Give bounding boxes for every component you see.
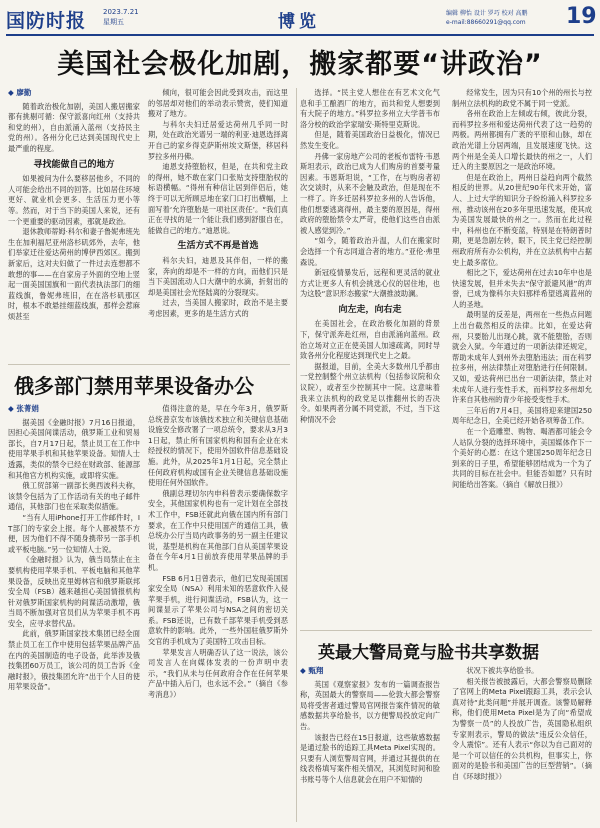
paragraph: 过去，当美国人搬家时，政治不是主要考虑因素，更多的是生活方式的: [148, 298, 288, 318]
paragraph: “如今，随着政治升温，人们在搬家时会选择一个有志同道合者的地方。”亚伦·弗里森说。: [300, 236, 440, 267]
paragraph: 但是在政治上，两州日益趋向两个截然相反的世界。从20世纪90年代末开始，富人、上过大学的知识分子纷纷涌入科罗拉多州，推动该州在20多年里迅速发展，使其成为美国发展最快的州之一。然而在此过程中，科州也在不断变蓝，特别是在特朗普时期，更是急剧左转，眼下，民主党已经控制州政府所有办公机构，并在立法机构中占据史上最多席位。: [452, 172, 592, 267]
article3-column-1: [300, 666, 440, 822]
paragraph: “当有人用iPhone打开工作邮件时，IT部门的专家会上报。每个人都被禁不方便，因为他们不得不随身携带另一部手机或平板电脑。”另一位知情人士说。: [8, 512, 140, 554]
article1-column-1: [8, 88, 140, 360]
article3-byline: ◆ 甄翔: [300, 666, 440, 677]
paragraph: 但是，随着美国政治日益极化，情况已然发生变化。: [300, 130, 440, 150]
section-title: 博览: [278, 12, 320, 32]
article1-byline: ◆ 廖勤: [8, 88, 140, 99]
paragraph: 俄副总理切尔内申科曾表示要确保数字安全，其他国家机构也有一定计划在全部技术工作中，FSB还就此向俄在国内所有部门要求，在工作中只使用国产的通信工具，俄总统办公厅当局内政事务的另一副主任建议说，基型是机构在其他部门自从美国苹果设备在今年4月1日前放弃使用苹果品牌的手机。: [148, 488, 288, 572]
article3-column-2: [452, 666, 592, 822]
paragraph: 俄工贸部第一副部长奥西波科夫称，该禁令包括为了工作活动有关的电子邮件通信，其他部门也在采取类似措施。: [8, 481, 140, 512]
paragraph: 《金融时报》认为，俄当局禁止在主要机构使用苹果手机、平板电脑和其他苹果设备，反映出克里姆林宫和俄罗斯联邦安全局（FSB）越来越担心美国情报机构针对俄罗斯国家机构的间谍活动激增，俄当局不断加强对官员们从为苹果手机不再安全，应寻求替代品。: [8, 555, 140, 628]
issue-date-block: [103, 7, 139, 27]
paragraph: 相比之下，爱达荷州在过去10年中也是快速发展，但并未失去“保守派避风港”的声誉，已成为像科尔夫妇那样希望逃离蓝州的人的圣地。: [452, 268, 592, 309]
issue-weekday: 星期五: [103, 18, 124, 26]
paragraph: 值得注意的是，早在今年3月，俄罗斯总统普京发布该俄技术独立和关键信息基础设施安全修改署了一项总统令，要求从3月31日起，禁止所有国家机构和国有企业在未经授权的情况下，使用外国软件信息基础设施。此外，从2025年1月1日起，完全禁止任何政府机构或国有企业关键信息基础设施使用任何外国软件。: [148, 404, 288, 488]
article1-subhead-1: 寻找能做自己的地方: [33, 159, 115, 170]
article2-headline: 俄多部门禁用苹果设备办公: [14, 374, 254, 398]
paragraph: 新冠疫情暴发后，远程和更灵活的就业方式让更多人有机会挑选心仪的居住地，也为这股“意识形态搬家”大潮推波助澜。: [300, 268, 440, 299]
paragraph: 随着政治极化加剧，美国人搬居搬家都有挑剔可循：保守派喜向红州（支持共和党的州），自由派涌入蓝州（支持民主党的州）。各州分化已达到美国现代史上最严重的程度。: [8, 101, 140, 153]
article1-subhead-3: 向左走，向右走: [338, 304, 402, 315]
article1-subhead-2: 生活方式不再是首选: [177, 241, 259, 252]
paragraph: 英国《观察家报》发布的一篇调查报告称，英国最大的警察局——伦敦大都会警察局将受害者通过警局官网报告案件情况的敏感数据共享给脸书，以方便警局投放定向广告。: [300, 679, 440, 731]
article1-column-4: [452, 88, 592, 624]
paragraph: 该报告已经在15日报道，这些敏感数据是通过脸书的追踪工具Meta Pixel实现的。只要有人浏览警局官网，并通过其提供的在线表格填写案件相关情况，其浏览时间和脸书账号等个人信息就会在用户不知情的: [300, 732, 440, 784]
paragraph: 倾向，很可能会因此受到攻击，而这里的邻居却对他们的举动表示赞赏，使们知道搬对了地方。: [148, 88, 288, 119]
staff-email: e-mail:88660291@qq.com: [446, 19, 526, 26]
paragraph: 状况下被共享给脸书。: [466, 666, 539, 675]
paragraph: 据美国《金融时报》7月16日报道，因担心美国间谍活动，俄罗斯工业和贸易部长，自7月17日起，禁止员工在工作中使用苹果手机和其他苹果设备。知情人士透露，类似的禁令已经在财政部、能源部和其他官方机构实施，或即将实施。: [8, 417, 140, 480]
article3-headline: 英最大警局竟与脸书共享数据: [318, 643, 539, 663]
article1-headline: 美国社会极化加剧，搬家都要“讲政治”: [57, 49, 543, 80]
column-divider: [296, 88, 297, 822]
paragraph: 迪恩支持堕胎权，但是，在共和党主政的得州，她不敢在家门口张贴支持堕胎权的标语横幅。“得州有种信让居到伴侣后，她终于可以无所顾忌地在家门口打出横幅，上面写着‘允许堕胎是一项社区责任’。“我们真正在寻找的是一个能让我们感到舒服自在，能做自己的地方。”迪恩说。: [148, 162, 288, 235]
paragraph: 在美国社会，在政治极化加剧的背景下，保守派奔赴红州，自由派涌向蓝州。政治立场对立正在使美国人加速疏离，同时导致各州分化程度达到现代史上之最。: [300, 319, 440, 361]
article1-column-3: [300, 88, 440, 624]
paragraph: 与科尔夫妇迁居爱达荷州几乎同一时期，处在政治光谱另一端的利亚·迪恩选择离开自己的家乡得克萨斯州埃文斯堡，移居科罗拉多州丹佛。: [148, 119, 288, 161]
paragraph: 在一个造雕塑、购物、喝酒都可能会令人站队分裂的选择环境中，美国媒体作下一个美好的心愿：在这个建国250周年纪念日到来的日子里，希望能够团结成为一个为了共同的目标在社会中。但能否如愿？只有时间能给出答案。（摘自《解放日报》）: [452, 427, 592, 489]
paragraph: 退休教师蒂姆·科尔和妻子鲁妮弗班先生在加利福尼亚州洛杉矶郊外，去年，他们举家迁往爱达荷州的博伊西郊区。搬到新家后，这对夫妇做了一件过去连想都不敢想的事——在自家房子外面的空地上竖起一面美国国旗和一面代表执法部门的细蓝线旗，鲁妮弗班旧，在在洛杉矶那区时，根本不敢悬挂细蓝线旗，那样会惹麻烦甚至: [8, 227, 140, 321]
paragraph: 最明显的反差是，两州在一些热点问题上出台截然相反的法律。比如，在爱达荷州，只要胎儿出现心跳，就不能堕胎，否则就会入狱。今年通过的一项新法律还规定，帮助未成年人到州外去堕胎违法；而在科罗拉多州，州法律禁止对堕胎进行任何限制。又如，爱达荷州已出台一项新法律，禁止对未成年人进行变性手术，而科罗拉多州却允许来自其他州的青少年接受变性手术。: [452, 310, 592, 405]
paragraph: 三年后的7月4日，美国将迎来建国250周年纪念日，全美已经开始各项筹备工作。: [452, 405, 592, 426]
divider-article3: [300, 630, 592, 631]
issue-date: 2023.7.21: [103, 8, 139, 16]
divider-article2: [8, 364, 290, 365]
paragraph: 经常发生，因为只有10个州的州长与控制州立法机构的政党不属于同一党派。: [452, 88, 592, 108]
staff-credits: [446, 9, 528, 27]
paragraph: 据报道，目前，全美大多数州几乎都由一党控制整个州立法机构（包括参议院和众议院），或者至少控制其中一院。这意味着我来立法机构的政党足以推翻州长的否决令。如果两者分属不同党派，不过，当下这种情况不会: [300, 361, 440, 424]
paragraph: 苹果发言人明确否认了这一说法，该公司发言人在向媒体发表的一份声明中表示，“我们从未与任何政府合作在任何苹果产品中插入后门，也永远不会。”（摘自《参考消息》）: [148, 647, 288, 700]
staff-line-1: 编辑 柳怡 设计 罗巧 校对 高鹏: [446, 10, 528, 17]
page-number: 19: [566, 4, 597, 29]
paragraph: 各州在政治上左倾或右倾，彼此分裂，而科罗拉多州和爱达荷州代表了这一趋势的两极。两州都拥有广袤的平原和山脉，却在政治光谱上分居两端，且发展速度飞快。这两个州是全美人口增长最快的州之一，人们迁入的主要原因之一是政治环境。: [452, 109, 592, 172]
masthead: [6, 4, 597, 36]
paragraph: 相关报告被披露后，大都会警察局删除了官网上的Meta Pixel跟踪工具，表示会认真对待“此类问题”并展开调查。该警局解释称，他们使用Meta Pixel是为了向“希望成为警察一员”的人投放广告，英国隐私组织专家则表示，警局的做法“违反公众信任，令人震惊”。还有人表示“你以为自己面对的是一个可以信任的公共机构，但事实上，你面对的是脸书和美国广告的巨型营销”。（摘自《环球时报》）: [452, 676, 592, 781]
article1-column-2: [148, 88, 288, 360]
paragraph: FSB 6月1日曾表示，他们已发现美国国家安全局（NSA）利用未知的恶意软件入侵苹果手机，进行间谍活动，FSB认为，这一间谍显示了苹果公司与NSA之间的密切关系。FSB还说，已有数千部苹果手机受到恶意软件的影响。此外，一些外国驻俄罗斯外交官的手机成为了美国特工攻击目标。: [148, 573, 288, 647]
paragraph: 丹佛一家房地产公司的老板布雷特·韦恩斯坦表示，政治已成为人们购房的首要考量因素。韦恩斯坦说，“工作，在与购房者初次交谈时，从来不会触及政治，但是现在不一样了。许多迁居科罗拉多州的人告诉他，他们想要逃离得州，最主要的原因是，得州政府的堕胎禁令太严苛，使他们这些自由派被人感觉到冷。”: [300, 151, 440, 235]
article2-byline: ◆ 张菁娟: [8, 404, 140, 415]
paragraph: 如果被问为什么要移居他乡，不同的人可能会给出不同的回答。比如居住环境更好、就业机会更多、生活压力更小等等。然而，对于当下的美国人来说，还有一个更重要的驱动因素，那就是政治。: [8, 174, 140, 226]
article2-column-2: [148, 404, 288, 822]
article2-column-1: [8, 404, 140, 822]
paragraph: 科尔夫妇，迪恩及其伴侣，一样的搬家，奔向的却是不一样的方向，而他们只是当下美国流动人口大潮中的水滴，折射出的却是美国社会光怪陆离的分裂现实。: [148, 255, 288, 297]
newspaper-logo: 国防时报: [6, 10, 87, 32]
paragraph: 选择。“民主党人想住在有艺术文化气息和手工酿酒厂的地方，而共和党人想要到有大院子的地方。”科罗拉多州立大学普韦布洛分校的政治学家瑞安·斯特里克斯说。: [300, 88, 440, 129]
paragraph: 此前，俄罗斯国家技术集团已经全面禁止员工在工作中使用包括苹果品牌产品在内的美国制造的电子设备，此举涉及俄技集团60万员工，该公司的员工告诉《金融时报》，俄技集团允许“出于个人目的使用苹果设备”。: [8, 629, 140, 692]
